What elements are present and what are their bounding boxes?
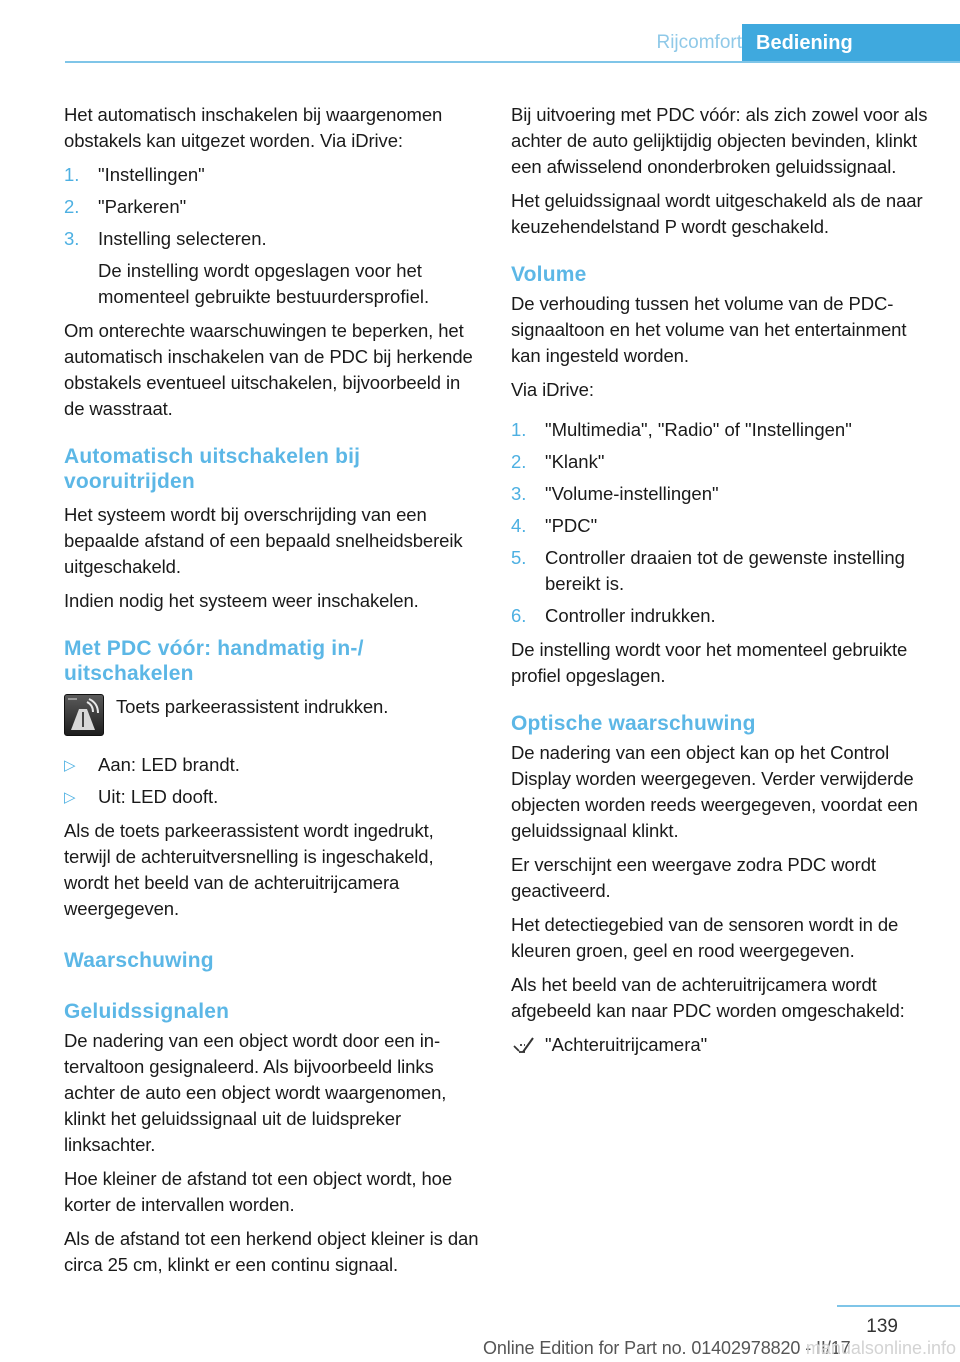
optical-paragraph-1: De nadering van een object kan op het Control Display worden weergegeven. Verder verwijderde objecten worden reeds weergegeven, voordat een geluidssignaal klinkt. [511,742,918,841]
right-column [511,102,931,1058]
list-item [64,752,482,778]
list-item [511,603,931,629]
footer-divider [837,1305,960,1307]
list-item [511,417,931,443]
step-text: "Multimedia", "Radio" of "Instellingen" [545,419,852,440]
via-idrive-label: Via iDrive: [511,379,594,400]
volume-paragraph: De verhouding tussen het volume van de PDC-signaaltoon en het volume van het entertainment kan ingesteld worden. [511,293,907,366]
step-text: "Volume-instellingen" [545,483,719,504]
auto-off-paragraph-2: Indien nodig het systeem weer inschakelen. [64,590,419,611]
step-text: "PDC" [545,515,598,536]
page-number: 139 [866,1316,898,1337]
camera-icon [511,1034,537,1056]
edition-line: Online Edition for Part no. 01402978820 - II/17 [483,1338,851,1358]
idrive-steps-list [64,162,482,310]
camera-menu-item [511,1032,931,1058]
false-warning-paragraph: Om onterechte waarschuwingen te beperken, het automatisch inschakelen van de PDC bij herkende obstakels eventueel uitschakelen, bijvoorbeeld in de wasstraat. [64,320,473,419]
step-number: 6. [511,605,527,626]
bullet-text: Aan: LED brandt. [98,754,240,775]
step-text: Instelling selecteren. [98,228,267,249]
header-divider [65,61,960,63]
sound-paragraph-2: Hoe kleiner de afstand tot een object wordt, hoe korter de intervallen worden. [64,1168,453,1215]
list-item [511,449,931,475]
header-chapter-tab: Bediening [742,24,960,62]
list-item [64,784,482,810]
heading-warning: Waarschuwing [64,949,214,972]
header-section-label: Rijcomfort [656,32,742,53]
step-text: Controller indrukken. [545,605,716,626]
step-number: 1. [511,419,527,440]
heading-volume: Volume [511,263,587,286]
bullet-text: Uit: LED dooft. [98,786,219,807]
heading-manual-toggle: Met PDC vóór: handmatig in-/ uitschakelen [64,637,364,685]
left-column [64,102,482,1286]
step-number: 5. [511,547,527,568]
led-state-list [64,752,482,810]
auto-off-paragraph-1: Het systeem wordt bij overschrijding van een bepaalde afstand of een bepaald snelheidsbereik uitgeschakeld. [64,504,463,577]
sound-paragraph-1: De nadering van een object wordt door een intervaltoon gesignaleerd. Als bijvoorbeeld links achter de auto een object wordt waargenomen, klinkt het geluidssignaal uit de luidspreker linksachter. [64,1030,447,1155]
saved-paragraph: De instelling wordt voor het momenteel gebruikte profiel opgeslagen. [511,639,908,686]
step-number: 3. [64,228,80,249]
step-text: "Klank" [545,451,605,472]
step-number: 3. [511,483,527,504]
step-number: 1. [64,164,80,185]
list-item [64,226,482,310]
step-text: "Instellingen" [98,164,205,185]
camera-paragraph: Als de toets parkeerassistent wordt ingedrukt, terwijl de achteruitversnelling is ingeschakeld, wordt het beeld van de achteruitrijcamera weergegeven. [64,820,434,919]
optical-paragraph-2: Er verschijnt een weergave zodra PDC wordt geactiveerd. [511,854,876,901]
pdc-button-row [64,694,482,738]
park-paragraph: Het geluidssignaal wordt uitgeschakeld als de naar keuzehendelstand P wordt geschakeld. [511,190,923,237]
front-rear-paragraph: Bij uitvoering met PDC vóór: als zich zowel voor als achter de auto gelijktijdig objecten bevinden, klinkt een afwisselend ononderbroken geluidssignaal. [511,104,928,177]
step-subtext: De instelling wordt opgeslagen voor het momenteel gebruikte bestuurdersprofiel. [98,260,430,307]
intro-paragraph: Het automatisch inschakelen bij waargenomen obstakels kan uitgezet worden. Via iDrive: [64,104,443,151]
button-instruction: Toets parkeerassistent indrukken. [116,696,389,717]
list-item [64,162,482,188]
list-item [64,194,482,220]
heading-optical-warning: Optische waarschuwing [511,712,756,735]
step-number: 2. [511,451,527,472]
triangle-bullet-icon: ▷ [64,757,76,774]
volume-steps-list [511,417,931,629]
pdc-button-icon [64,694,104,736]
step-number: 4. [511,515,527,536]
triangle-bullet-icon: ▷ [64,789,76,806]
step-number: 2. [64,196,80,217]
step-text: "Parkeren" [98,196,187,217]
list-item [511,545,931,597]
sound-paragraph-3: Als de afstand tot een herkend object kleiner is dan circa 25 cm, klinkt er een continu signaal. [64,1228,479,1275]
list-item [511,513,931,539]
optical-paragraph-4: Als het beeld van de achteruitrijcamera wordt afgebeeld kan naar PDC worden omgeschakeld: [511,974,905,1021]
watermark: manualsonline.info [805,1338,956,1358]
optical-paragraph-3: Het detectiegebied van de sensoren wordt in de kleuren groen, geel en rood weergegeven. [511,914,899,961]
heading-auto-off: Automatisch uitschakelen bij vooruitrijden [64,445,361,493]
camera-item-label: "Achteruitrijcamera" [545,1034,708,1055]
step-text: Controller draaien tot de gewenste instelling bereikt is. [545,547,905,594]
list-item [511,481,931,507]
heading-sound-signals: Geluidssignalen [64,1000,230,1023]
